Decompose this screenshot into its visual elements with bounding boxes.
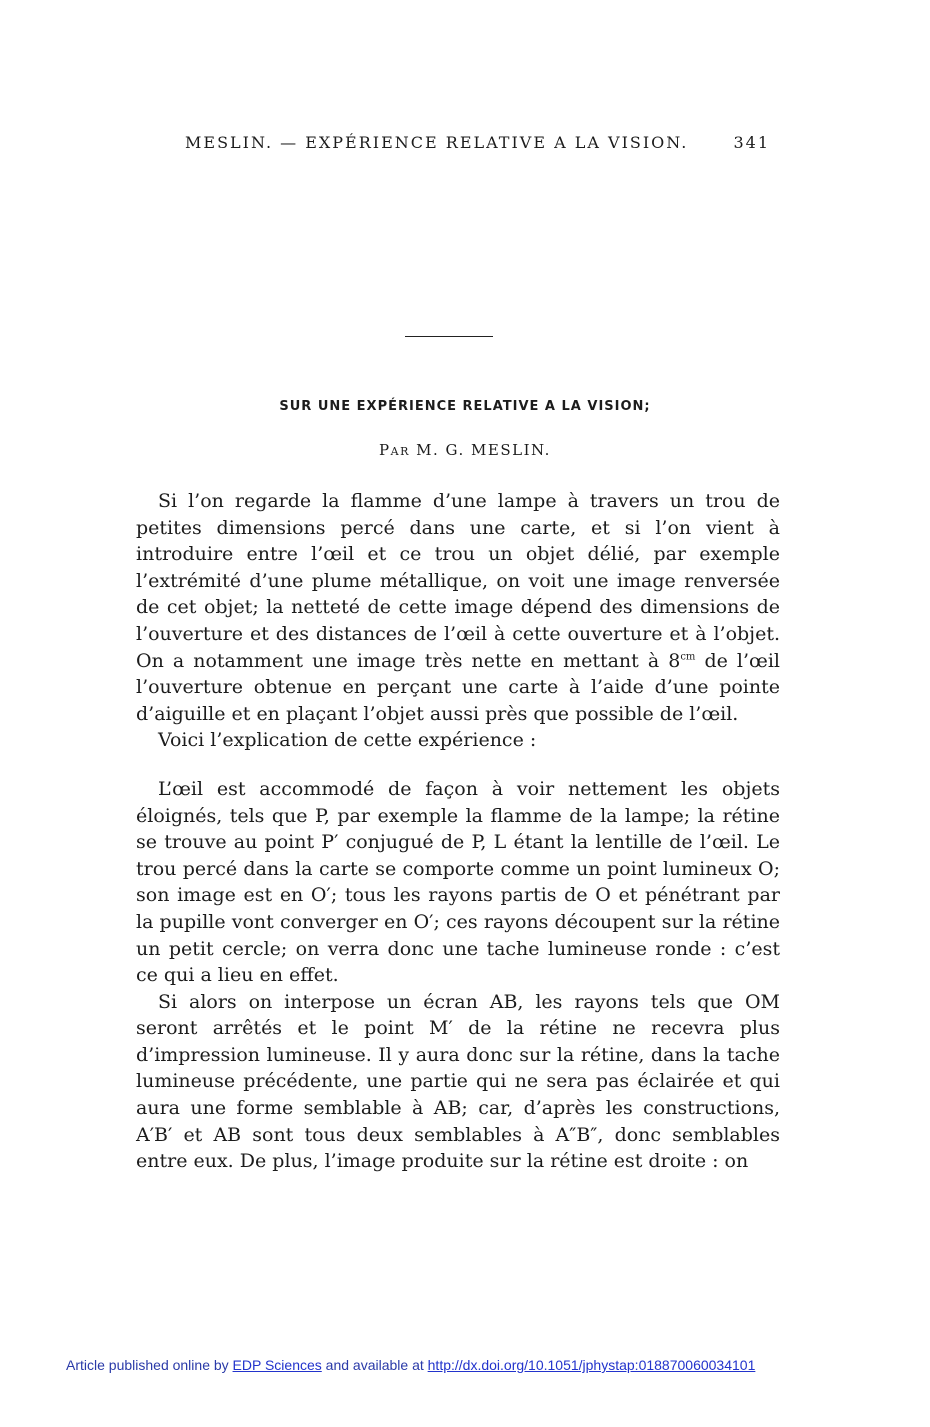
footer-prefix: Article published online by	[66, 1357, 229, 1373]
running-head-title: MESLIN. — EXPÉRIENCE RELATIVE A LA VISION.	[185, 133, 689, 152]
publisher-link[interactable]: EDP Sciences	[232, 1357, 322, 1373]
author-name: M. G. MESLIN.	[416, 441, 551, 459]
author-line	[0, 441, 930, 459]
paragraph-1-text-b: de l’œil l’ouverture obtenue en perçant une carte à l’aide d’une pointe d’aiguille et en plaçant l’objet aussi près que possible de l’œil.	[136, 649, 780, 725]
unit-superscript: cm	[680, 651, 696, 663]
paragraph-4: Si alors on interpose un écran AB, les rayons tels que OM seront arrêtés et le point M′ de la rétine ne recevra plus d’impression lumineuse. Il y aura donc sur la rétine, dans la tache lumineuse précédente, une partie qui ne sera pas éclairée et qui aura une forme semblable à AB; car, d’après les constructions, A′B′ et AB sont tous deux semblables à A″B″, donc semblables entre eux. De plus, l’image produite sur la rétine est droite : on	[136, 990, 780, 1173]
author-prefix: Par	[379, 441, 410, 459]
paragraph-3: L’œil est accommodé de façon à voir nettement les objets éloignés, tels que P, par exemple la flamme de la lampe; la rétine se trouve au point P′ conjugué de P, L étant la lentille de l’œil. Le trou percé dans la carte se comporte comme un point lumineux O; son image est en O′; tous les rayons partis de O et pénétrant par la pupille vont converger en O′; ces rayons découpent sur la rétine un petit cercle; on verra donc une tache lumineuse ronde : c’est ce qui a lieu en effet.	[136, 777, 780, 987]
footer-middle: and available at	[325, 1357, 424, 1373]
paragraph-2: Voici l’explication de cette expérience :	[158, 729, 537, 752]
title-separator-rule	[405, 336, 493, 337]
paragraph-1	[136, 488, 780, 727]
article-body	[136, 488, 780, 1175]
page-number: 341	[733, 133, 770, 152]
paragraph-1-text-a: Si l’on regarde la flamme d’une lampe à travers un trou de petites dimensions percé dans une carte, et si l’on vient à introduire entre l’œil et ce trou un objet délié, par exemple l’extrémité d’une plume métallique, on voit une image renversée de cet objet; la netteté de cette image dépend des dimensions de l’ouverture et des distances de l’œil à cette ouverture et à l’objet. On a notamment une image très nette en mettant à 8	[136, 490, 780, 672]
article-title: SUR UNE EXPÉRIENCE RELATIVE A LA VISION;	[279, 399, 651, 414]
running-head	[185, 133, 770, 157]
publication-footer	[66, 1357, 755, 1373]
doi-link[interactable]: http://dx.doi.org/10.1051/jphystap:018870060034101	[427, 1357, 756, 1373]
